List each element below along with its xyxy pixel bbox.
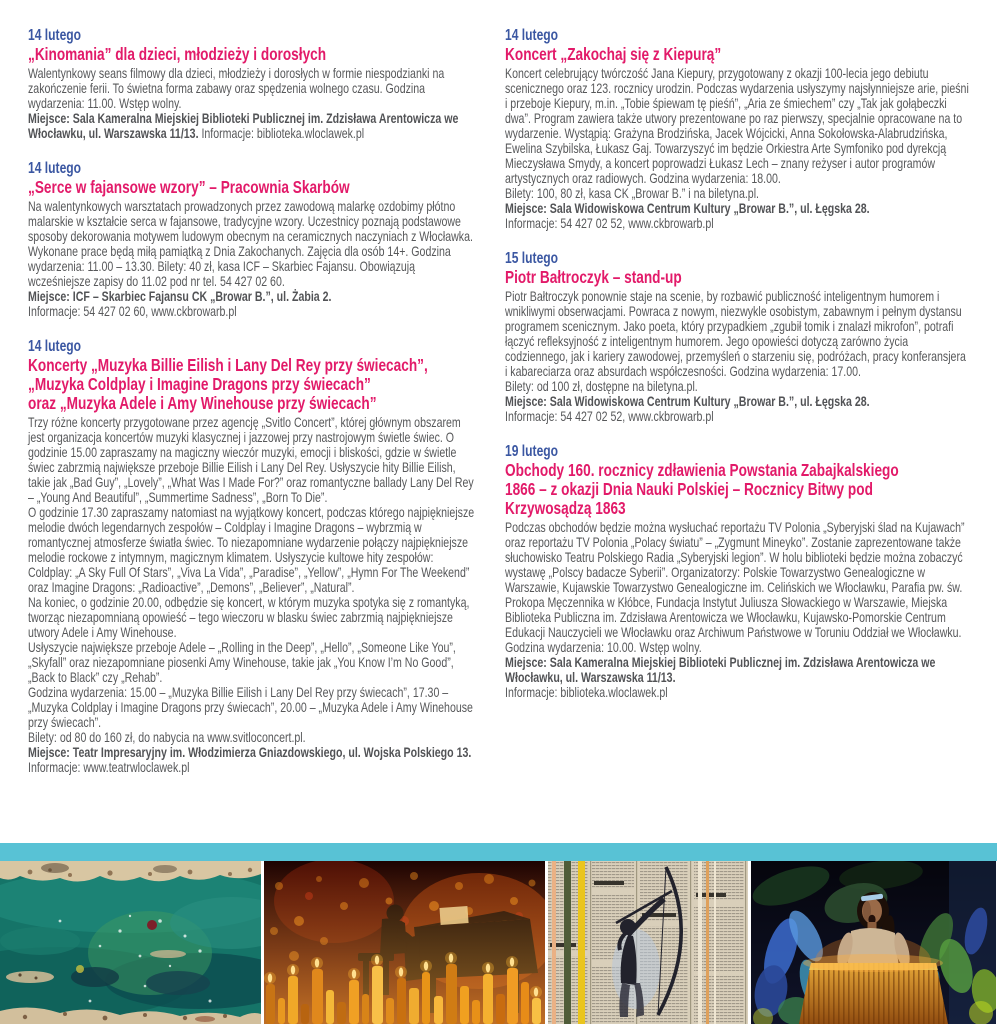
event-description: Piotr Bałtroczyk ponownie staje na scenie, by rozbawić publiczność inteligentnym humorem i wnikliwymi obserwacjami. Powraca z nowym, niezwykle osobistym, zabawnym i pełnym dystansu programem scenicznym. Jako poeta, który przypadkiem „zgubił tomik i znalazł mikrofon”, potrafi łączyć refleksyjność z inteligentnym humorem. Jego opowieści dotyczą zarówno życia codziennego, jak i kariery zawodowej, przemyśleń o starzeniu się, podróżach, pracy konferansjera i kabareciarza oraz absurdach współczesności. Godzina wydarzenia: 17.00. [505,289,966,379]
event-title: „Kinomania” dla dzieci, młodzieży i dorosłych [28,44,327,64]
event-info: Informacje: 54 427 02 52, www.ckbrowarb.pl [505,409,714,424]
event-tickets: Bilety: od 80 do 160 zł, do nabycia na www.svitloconcert.pl. [28,730,306,745]
event-date: 15 lutego [505,250,559,267]
photo-stage-opera-singer [751,861,996,1024]
event-title: Koncerty „Muzyka Billie Eilish i Lany Del Rey przy świecach”, „Muzyka Coldplay i Imagine Dragons przy świecach” oraz „Muzyka Adele i Amy Winehouse przy świecach” [28,355,428,413]
event-zakochaj-sie-z-kiepura [505,27,971,231]
event-koncerty-przy-swiecach [28,338,479,775]
event-kinomania [28,27,479,141]
event-date: 14 lutego [28,27,82,44]
event-venue: Miejsce: Teatr Impresaryjny im. Włodzimierza Gniazdowskiego, ul. Wojska Polskiego 13. [28,745,472,760]
photo-teal-abstract-painting [0,861,261,1024]
event-obchody-powstania-zabajkalskiego [505,443,971,700]
event-info: Informacje: www.teatrwloclawek.pl [28,760,190,775]
event-date: 19 lutego [505,443,559,460]
event-description: Trzy różne koncerty przygotowane przez agencję „Svitlo Concert”, której głównym obszarem jest organizacja koncertów muzyki klasycznej i jazzowej przy nastrojowym świetle świec. O godzinie 15.00 zapraszamy na magiczny wieczór muzyki, emocji i bliskości, gdzie w świetle świec zabrzmią największe przeboje Billie Eilish i Lany Del Rey. Usłyszycie hity Billie Eilish, takie jak „Bad Guy”, „Lovely”, „What Was I Made For?” oraz romantyczne ballady Lany Del Rey – „Young And Beautiful”, „Summertime Sadness”, „Born To Die”. [28,415,474,505]
event-serce-w-fajansowe-wzory [28,160,479,319]
event-date: 14 lutego [28,338,82,355]
photo-strip [0,861,997,1024]
event-tickets: Bilety: od 100 zł, dostępne na biletyna.pl. [505,379,698,394]
event-info: Informacje: biblioteka.wloclawek.pl [505,685,668,700]
event-venue-info [28,111,479,141]
event-description: O godzinie 17.30 zapraszamy natomiast na wyjątkowy koncert, podczas którego najpiękniejsze melodie dwóch legendarnych zespołów – Coldplay i Imagine Dragons – wybrzmią w romantycznej atmosferze światła świec. To niezapomniane wydarzenie połączy najpiękniejsze melodie rockowe z intymnym, magicznym klimatem. Usłyszycie kultowe hity zespołów: Coldplay: „A Sky Full Of Stars”, „Viva La Vida”, „Paradise”, „Yellow”, „Hymn For The Weekend” oraz Imagine Dragons: „Radioactive”, „Demons”, „Believer”, „Natural”. [28,505,475,595]
divider-bar [0,843,997,861]
event-schedule: Godzina wydarzenia: 15.00 – „Muzyka Billie Eilish i Lany Del Rey przy świecach”, 17.30 – „Muzyka Coldplay i Imagine Dragons przy świecach”, 20.00 – „Muzyka Adele i Amy Winehouse przy świecach”. [28,685,473,730]
event-title: Koncert „Zakochaj się z Kiepurą” [505,44,722,64]
events-column-right [505,27,971,719]
event-info: Informacje: 54 427 02 52, www.ckbrowarb.pl [505,216,714,231]
event-title: „Serce w fajansowe wzory” – Pracownia Skarbów [28,177,350,197]
event-title: Piotr Bałtroczyk – stand-up [505,267,682,287]
event-tickets: Bilety: 100, 80 zł, kasa CK „Browar B.” i na biletyna.pl. [505,186,759,201]
event-venue: Miejsce: Sala Kameralna Miejskiej Biblioteki Publicznej im. Zdzisława Arentowicza we Włocławku, ul. Warszawska 11/13. [28,111,459,141]
event-title: Obchody 160. rocznicy zdławienia Powstania Zabajkalskiego 1866 – z okazji Dnia Nauki Polskiej – Rocznicy Bitwy pod Krzywosądzą 1863 [505,460,899,518]
event-description: Na walentynkowych warsztatach prowadzonych przez zawodową malarkę ozdobimy płótno malarskie w kształcie serca w fajansowe, tradycyjne wzory. Uczestnicy poznają podstawowe sposoby dekorowania motywem ludowym obecnym na ceramicznych naczyniach z Włocławka. Wykonane prace będą miłą pamiątką z Dnia Zakochanych. Zajęcia dla osób 14+. Godzina wydarzenia: 11.00 – 13.30. Bilety: 40 zł, kasa ICF – Skarbiec Fajansu. Obowiązują wcześniejsze zapisy do 11.02 pod nr tel. 54 427 02 60. [28,199,473,289]
event-venue: Miejsce: Sala Widowiskowa Centrum Kultury „Browar B.”, ul. Łęgska 28. [505,201,870,216]
photo-newspaper-archer-collage [548,861,748,1024]
event-description: Koncert celebrujący twórczość Jana Kiepury, przygotowany z okazji 100-lecia jego debiutu scenicznego oraz 123. rocznicy urodzin. Podczas wydarzenia usłyszymy najsłynniejsze arie, pieśni i przeboje Kiepury, m.in. „Tobie śpiewam tę pieśń”, „Aria ze śmiechem” czy „Tak jak gołąbeczki dwa”. Program zawiera także utwory prezentowane po raz pierwszy, specjalnie opracowane na to wydarzenie. Wystąpią: Grażyna Brodzińska, Jacek Wójcicki, Anna Sokołowska-Alabrudzińska, Ewelina Szybilska, Łukasz Gaj. Towarzyszyć im będzie Orkiestra Arte Symfoniko pod dyrekcją Mieczysława Smydy, a koncert poprowadzi Łukasz Lech – znany reżyser i autor programów artystycznych oraz radiowych. Godzina wydarzenia: 18.00. [505,66,969,186]
event-venue: Miejsce: ICF – Skarbiec Fajansu CK „Browar B.”, ul. Żabia 2. [28,289,332,304]
event-description: Podczas obchodów będzie można wysłuchać reportażu TV Polonia „Syberyjski ślad na Kujawach” oraz reportażu TV Polonia „Polacy światu” – „Zygmunt Mineyko”. Zostanie zaprezentowane także słuchowisko Teatru Polskiego Radia „Syberyjski legion”. W holu biblioteki będzie można zobaczyć wystawę „Polscy badacze Syberii”. Organizatorzy: Polskie Towarzystwo Genealogiczne w Warszawie, Kujawskie Towarzystwo Genealogiczne im. Celińskich we Włocławku, Parafia pw. św. Prokopa Męczennika w Kłóbce, Fundacja Instytut Juliusza Słowackiego w Warszawie, Miejska Biblioteka Publiczna im. Zdzisława Arentowicza we Włocławku, Kujawsko-Pomorskie Centrum Edukacji Nauczycieli we Włocławku oraz Archiwum Państwowe w Toruniu Oddział we Włocławku. Godzina wydarzenia: 10.00. Wstęp wolny. [505,520,965,655]
event-venue: Miejsce: Sala Widowiskowa Centrum Kultury „Browar B.”, ul. Łęgska 28. [505,394,870,409]
event-info: Informacje: 54 427 02 60, www.ckbrowarb.pl [28,304,237,319]
event-description: Usłyszycie największe przeboje Adele – „Rolling in the Deep”, „Hello”, „Someone Like You”, „Skyfall” oraz niezapomniane piosenki Amy Winehouse, takie jak „You Know I’m No Good”, „Back to Black” czy „Rehab”. [28,640,456,685]
events-column-left [28,27,479,794]
event-baltroczyk-standup [505,250,971,424]
event-description: Walentynkowy seans filmowy dla dzieci, młodzieży i dorosłych w formie niespodzianki na zakończenie ferii. To świetna forma zabawy oraz spędzenia wolnego czasu. Godzina wydarzenia: 11.00. Wstęp wolny. [28,66,445,111]
photo-candlelight-piano-concert [264,861,545,1024]
event-description: Na koniec, o godzinie 20.00, odbędzie się koncert, w którym muzyka spotyka się z romantyką, tworząc niezapomnianą opowieść – tego wieczoru w blasku świec zabrzmią najpiękniejsze utwory Adele i Amy Winehouse. [28,595,470,640]
event-info: Informacje: biblioteka.wloclawek.pl [201,126,365,141]
event-date: 14 lutego [505,27,559,44]
event-date: 14 lutego [28,160,82,177]
event-venue: Miejsce: Sala Kameralna Miejskiej Biblioteki Publicznej im. Zdzisława Arentowicza we Włocławku, ul. Warszawska 11/13. [505,655,936,685]
